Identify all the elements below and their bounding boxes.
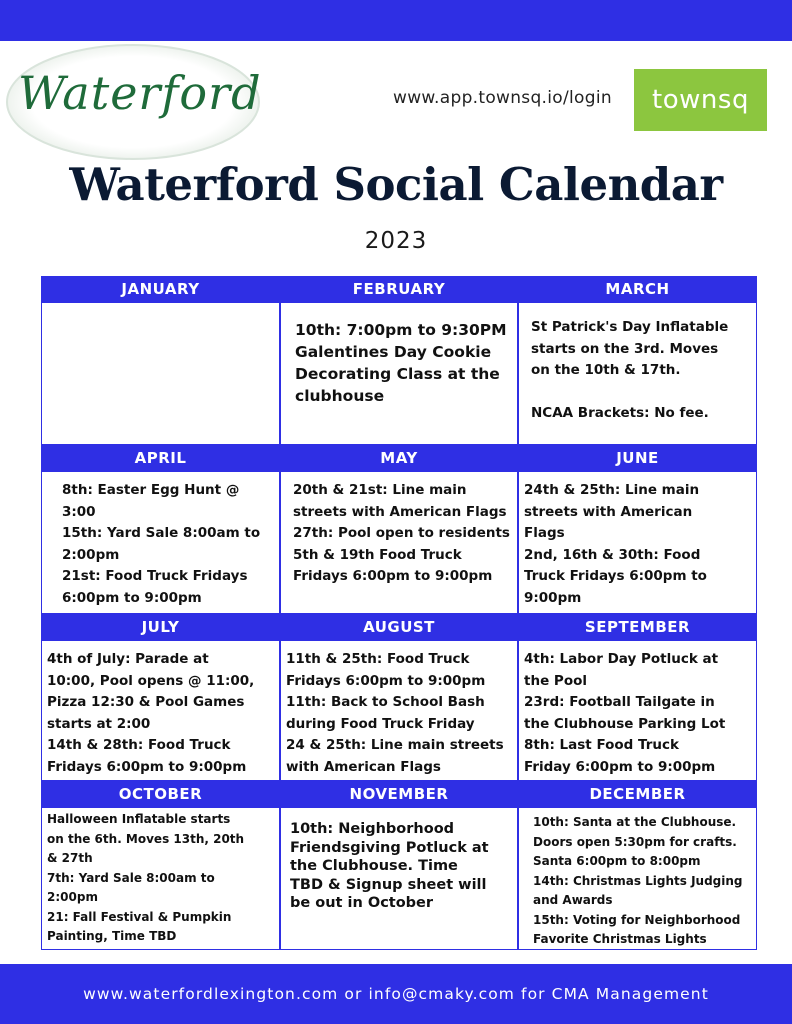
top-banner: [0, 0, 792, 41]
month-events-december: 10th: Santa at the Clubhouse. Doors open 5:30pm for crafts. Santa 6:00pm to 8:00pm 14th: Christmas Lights Judging and Awards 15th: Voting for Neighborhood Favorite Christmas Lights: [533, 815, 743, 946]
month-cell-may: [280, 471, 518, 614]
month-header-november: NOVEMBER: [280, 781, 518, 807]
month-events-september: 4th: Labor Day Potluck at the Pool 23rd: Football Tailgate in the Clubhouse Parking Lot 8th: Last Food Truck Friday 6:00pm to 9:00pm: [524, 651, 726, 775]
calendar-year: 2023: [364, 228, 428, 254]
page-title: Waterford Social Calendar: [69, 158, 723, 211]
month-header-january: JANUARY: [41, 276, 280, 302]
month-events-february: 10th: 7:00pm to 9:30PM Galentines Day Cookie Decorating Class at the clubhouse: [295, 321, 507, 405]
login-url[interactable]: www.app.townsq.io/login: [393, 88, 612, 108]
month-cell-march: [518, 302, 757, 445]
month-events-may: 20th & 21st: Line main streets with American Flags 27th: Pool open to residents 5th & 19th Food Truck Fridays 6:00pm to 9:00pm: [293, 482, 510, 584]
month-events-june: 24th & 25th: Line main streets with American Flags 2nd, 16th & 30th: Food Truck Fridays 6:00pm to 9:00pm: [524, 482, 707, 606]
month-cell-september: [518, 640, 757, 781]
month-cell-february: [280, 302, 518, 445]
townsq-logo-text: townsq: [652, 85, 749, 115]
month-cell-june: [518, 471, 757, 614]
month-cell-october: [41, 807, 280, 950]
month-cell-december: [518, 807, 757, 950]
month-cell-july: [41, 640, 280, 781]
month-header-march: MARCH: [518, 276, 757, 302]
month-events-april: 8th: Easter Egg Hunt @ 3:00 15th: Yard Sale 8:00am to 2:00pm 21st: Food Truck Fridays 6:00pm to 9:00pm: [62, 482, 261, 606]
month-header-may: MAY: [280, 445, 518, 471]
month-header-june: JUNE: [518, 445, 757, 471]
waterford-logo: Waterford: [18, 66, 262, 120]
month-header-february: FEBRUARY: [280, 276, 518, 302]
month-cell-august: [280, 640, 518, 781]
month-header-september: SEPTEMBER: [518, 614, 757, 640]
month-header-october: OCTOBER: [41, 781, 280, 807]
month-events-august: 11th & 25th: Food Truck Fridays 6:00pm to 9:00pm 11th: Back to School Bash during Food Truck Friday 24 & 25th: Line main streets with American Flags: [286, 651, 504, 775]
footer-contact-text: www.waterfordlexington.com or info@cmaky.com for CMA Management: [83, 985, 709, 1003]
month-cell-november: [280, 807, 518, 950]
month-events-july: 4th of July: Parade at 10:00, Pool opens @ 11:00, Pizza 12:30 & Pool Games starts at 2:00 14th & 28th: Food Truck Fridays 6:00pm to 9:00pm: [47, 651, 255, 775]
month-header-december: DECEMBER: [518, 781, 757, 807]
month-events-november: 10th: Neighborhood Friendsgiving Potluck at the Clubhouse. Time TBD & Signup sheet will be out in October: [290, 821, 489, 911]
month-events-march: St Patrick's Day Inflatable starts on the 3rd. Moves on the 10th & 17th. NCAA Brackets: No fee.: [531, 319, 729, 421]
month-header-april: APRIL: [41, 445, 280, 471]
footer-banner: [0, 964, 792, 1024]
month-header-july: JULY: [41, 614, 280, 640]
month-events-october: Halloween Inflatable starts on the 6th. Moves 13th, 20th & 27th 7th: Yard Sale 8:00am to 2:00pm 21: Fall Festival & Pumpkin Painting, Time TBD: [47, 812, 245, 943]
month-cell-april: [41, 471, 280, 614]
month-header-august: AUGUST: [280, 614, 518, 640]
month-cell-january: [41, 302, 280, 445]
townsq-logo: [634, 69, 767, 131]
